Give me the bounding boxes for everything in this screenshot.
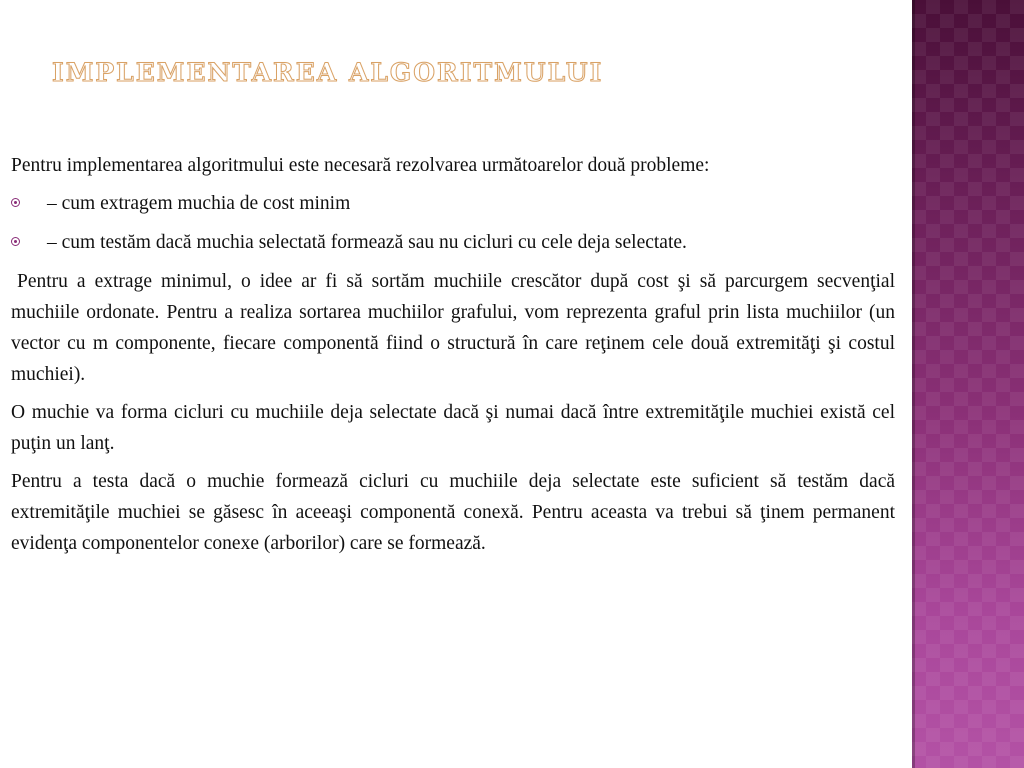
body-paragraph: Pentru a extrage minimul, o idee ar fi să sortăm muchiile crescător după cost şi să parcurgem secvenţial muchiile ordonate. Pentru a realiza sortarea muchiilor grafului, vom reprezenta graful prin lista muchiilor (un vector cu m componente, fiecare componentă fiind o structură în care reţinem cele două extremităţi şi costul muchiei). bbox=[11, 271, 895, 385]
body-paragraph: Pentru a testa dacă o muchie formează cicluri cu muchiile deja selectate este suficient să testăm dacă extremităţile muchiei se găsesc în aceeaşi componentă conexă. Pentru aceasta va trebui să ţinem permanent evidenţa componentelor conexe (arborilor) care se formează. bbox=[11, 471, 895, 554]
intro-paragraph: Pentru implementarea algoritmului este necesară rezolvarea următoarelor două probleme: bbox=[11, 155, 710, 176]
bullet-text: – cum extragem muchia de cost minim bbox=[47, 193, 351, 214]
band-edge-divider bbox=[912, 0, 915, 768]
bullet-item bbox=[11, 188, 895, 219]
slide-title: IMPLEMENTAREA ALGORITMULUI bbox=[52, 58, 604, 87]
bullet-text: – cum testăm dacă muchia selectată formează sau nu cicluri cu cele deja selectate. bbox=[47, 232, 687, 253]
bullet-item bbox=[11, 227, 895, 258]
body-paragraph: O muchie va forma cicluri cu muchiile deja selectate dacă şi numai dacă între extremităţile muchiei există cel puţin un lanţ. bbox=[11, 402, 895, 454]
bullet-circle-icon bbox=[11, 198, 20, 207]
diamond-pattern bbox=[912, 0, 1024, 768]
decorative-side-band bbox=[912, 0, 1024, 768]
bullet-list bbox=[11, 188, 895, 258]
slide-body bbox=[11, 150, 895, 566]
bullet-circle-icon bbox=[11, 237, 20, 246]
